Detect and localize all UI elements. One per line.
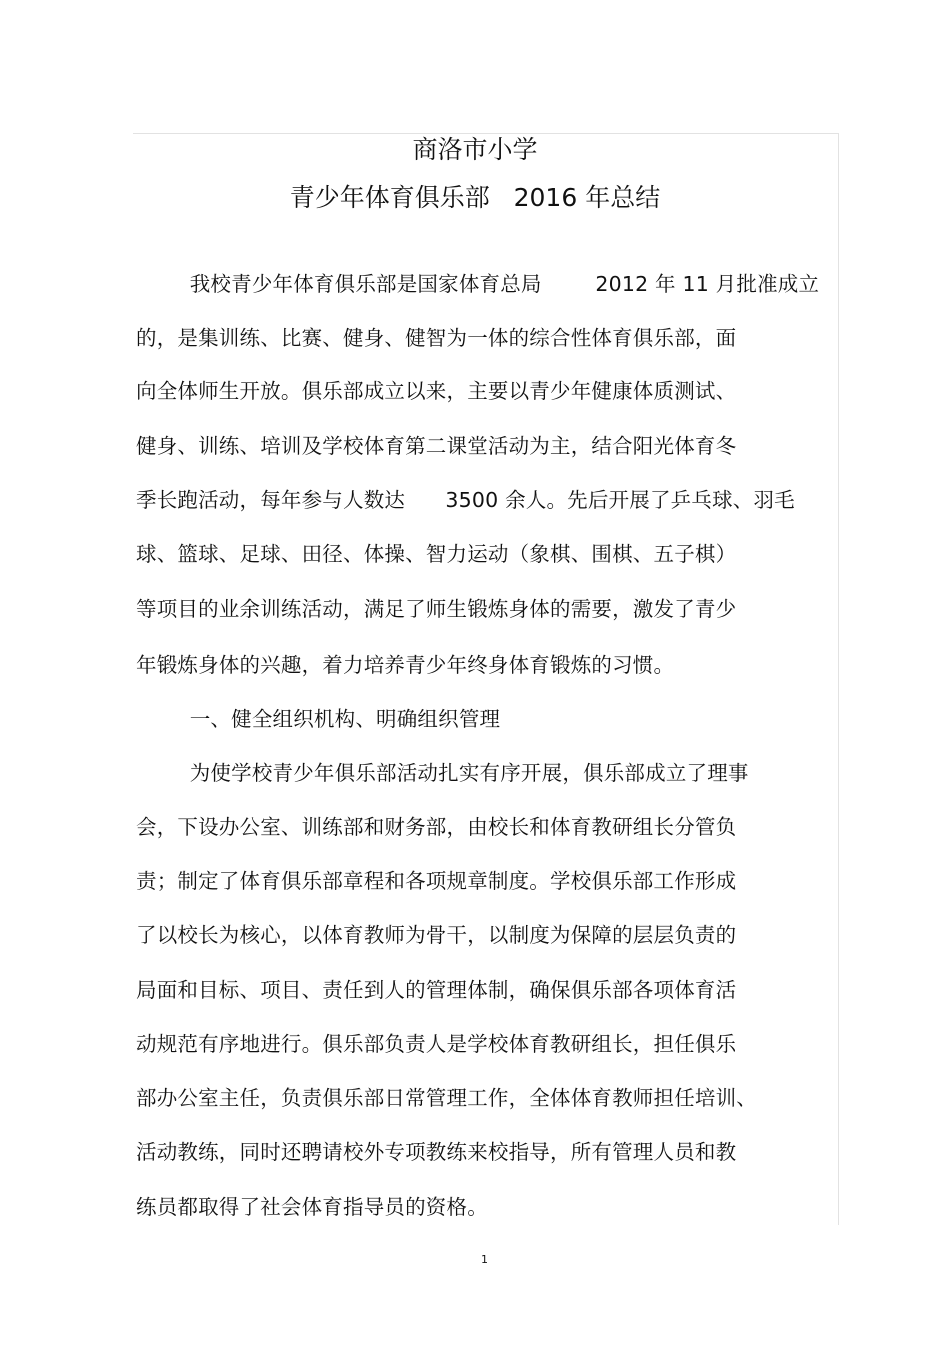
body-line-17: 活动教练，同时还聘请校外专项教练来校指导，所有管理人员和教	[136, 1140, 737, 1164]
body-line-3: 向全体师生开放。俱乐部成立以来，主要以青少年健康体质测试、	[136, 379, 737, 403]
body-line-15: 动规范有序地进行。俱乐部负责人是学校体育教研组长，担任俱乐	[136, 1032, 737, 1056]
body-line-10: 为使学校青少年俱乐部活动扎实有序开展，俱乐部成立了理事	[136, 761, 749, 785]
body-line-2: 的，是集训练、比赛、健身、健智为一体的综合性体育俱乐部，面	[136, 326, 737, 350]
page-number: 1	[481, 1253, 488, 1266]
body-line-1: 我校青少年体育俱乐部是国家体育总局 2012 年 11 月批准成立	[136, 272, 820, 296]
body-line-13: 了以校长为核心，以体育教师为骨干，以制度为保障的层层负责的	[136, 923, 737, 947]
body-line-18: 练员都取得了社会体育指导员的资格。	[136, 1195, 488, 1219]
document-title: 商洛市小学	[412, 135, 538, 164]
body-line-5: 季长跑活动，每年参与人数达 3500 余人。先后开展了乒乓球、羽毛	[136, 488, 795, 512]
body-line-12: 责；制定了体育俱乐部章程和各项规章制度。学校俱乐部工作形成	[136, 869, 737, 893]
section-heading: 一、健全组织机构、明确组织管理	[136, 707, 501, 731]
body-line-7: 等项目的业余训练活动，满足了师生锻炼身体的需要，激发了青少	[136, 597, 737, 621]
body-line-11: 会，下设办公室、训练部和财务部，由校长和体育教研组长分管负	[136, 815, 737, 839]
body-line-16: 部办公室主任，负责俱乐部日常管理工作，全体体育教师担任培训、	[136, 1086, 757, 1110]
page-frame-right-border	[838, 133, 839, 1225]
body-line-4: 健身、训练、培训及学校体育第二课堂活动为主，结合阳光体育冬	[136, 434, 737, 458]
document-subtitle: 青少年体育俱乐部 2016 年总结	[289, 183, 661, 212]
body-line-14: 局面和目标、项目、责任到人的管理体制，确保俱乐部各项体育活	[136, 978, 737, 1002]
body-line-6: 球、篮球、足球、田径、体操、智力运动（象棋、围棋、五子棋）	[136, 542, 737, 566]
body-line-8: 年锻炼身体的兴趣，着力培养青少年终身体育锻炼的习惯。	[136, 653, 675, 677]
